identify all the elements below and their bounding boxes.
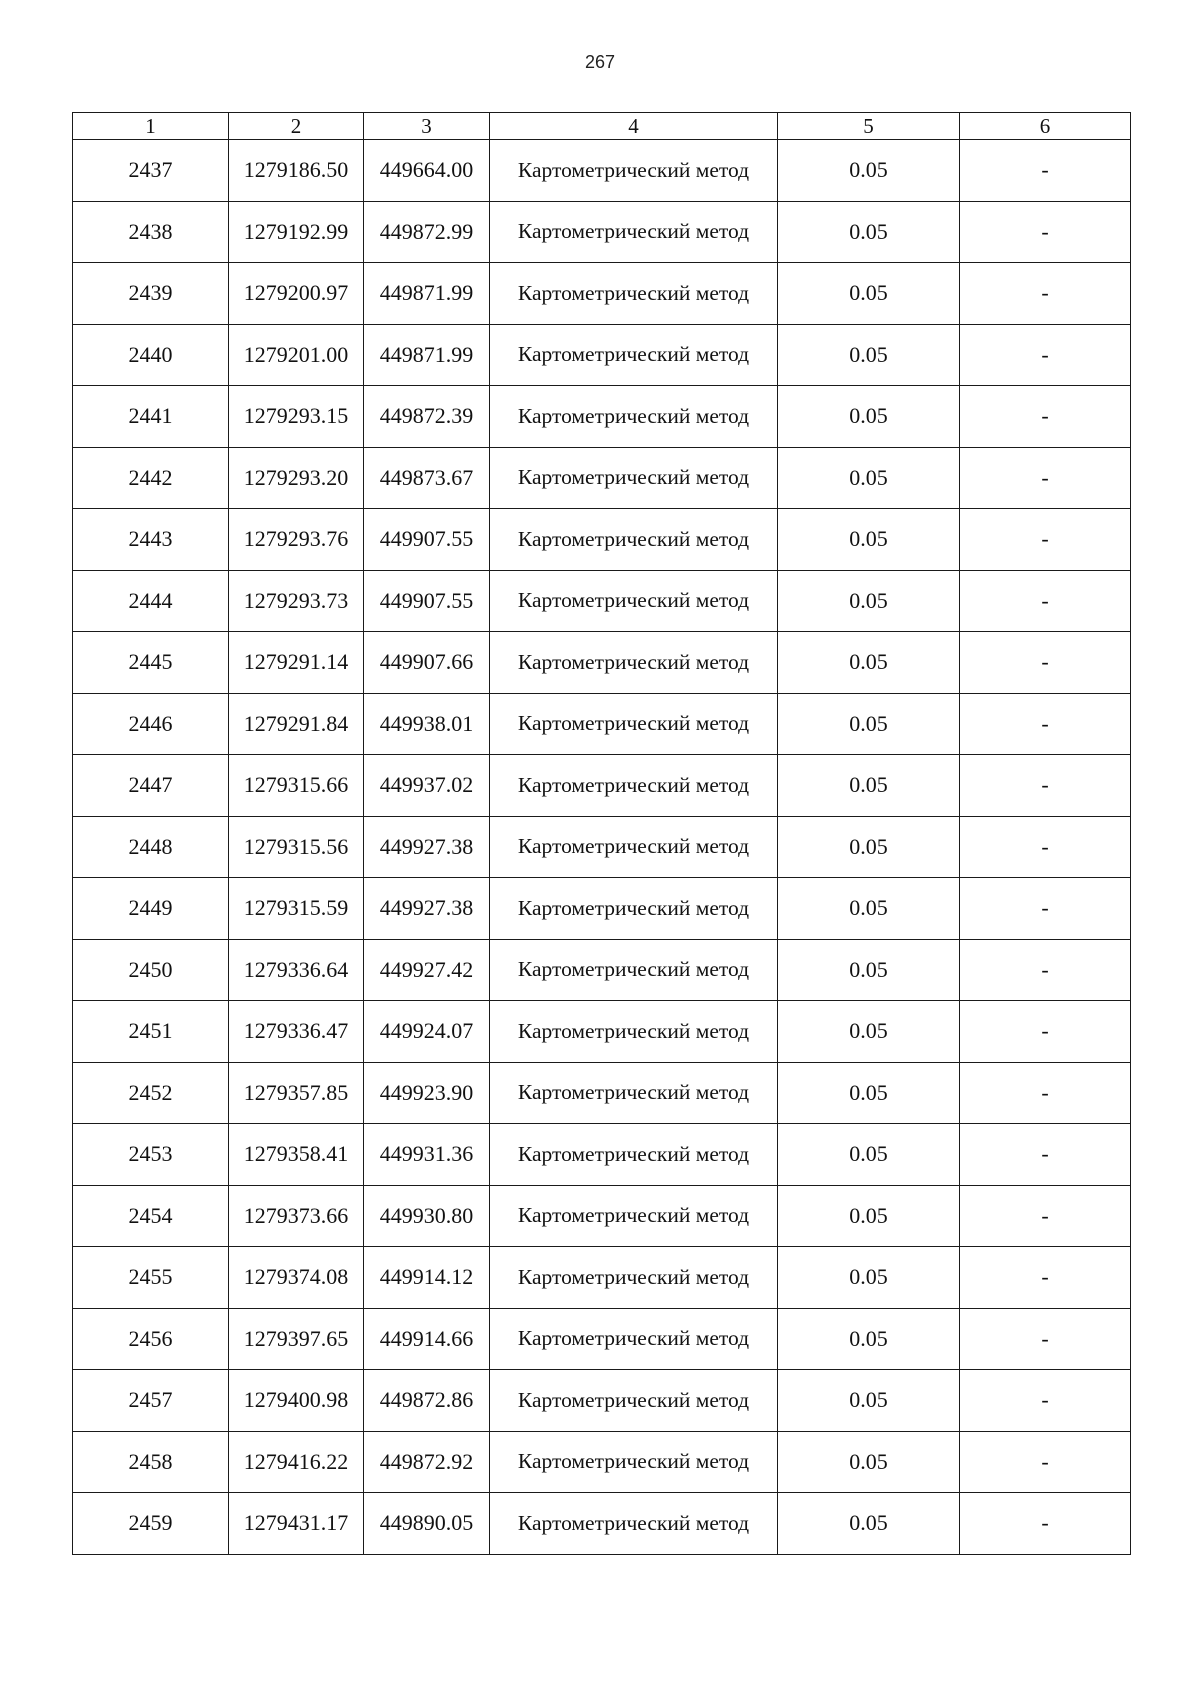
- x-coordinate-cell: 1279357.85: [229, 1062, 364, 1124]
- x-coordinate-cell: 1279293.15: [229, 386, 364, 448]
- point-number-cell: 2458: [73, 1431, 229, 1493]
- note-cell: -: [960, 509, 1131, 571]
- point-number-cell: 2450: [73, 939, 229, 1001]
- point-number-cell: 2459: [73, 1493, 229, 1555]
- accuracy-cell: 0.05: [778, 1062, 960, 1124]
- coordinates-table: [72, 112, 1131, 1555]
- method-cell: Картометрический метод: [490, 509, 778, 571]
- table-row: [73, 509, 1131, 571]
- column-header: 1: [73, 113, 229, 140]
- point-number-cell: 2449: [73, 878, 229, 940]
- accuracy-cell: 0.05: [778, 939, 960, 1001]
- y-coordinate-cell: 449907.66: [364, 632, 490, 694]
- accuracy-cell: 0.05: [778, 140, 960, 202]
- table-row: [73, 755, 1131, 817]
- accuracy-cell: 0.05: [778, 263, 960, 325]
- note-cell: -: [960, 1001, 1131, 1063]
- y-coordinate-cell: 449871.99: [364, 324, 490, 386]
- accuracy-cell: 0.05: [778, 816, 960, 878]
- method-cell: Картометрический метод: [490, 755, 778, 817]
- accuracy-cell: 0.05: [778, 1370, 960, 1432]
- y-coordinate-cell: 449907.55: [364, 570, 490, 632]
- accuracy-cell: 0.05: [778, 324, 960, 386]
- table-row: [73, 1124, 1131, 1186]
- x-coordinate-cell: 1279200.97: [229, 263, 364, 325]
- y-coordinate-cell: 449907.55: [364, 509, 490, 571]
- note-cell: -: [960, 1493, 1131, 1555]
- method-cell: Картометрический метод: [490, 201, 778, 263]
- x-coordinate-cell: 1279186.50: [229, 140, 364, 202]
- note-cell: -: [960, 1124, 1131, 1186]
- point-number-cell: 2453: [73, 1124, 229, 1186]
- y-coordinate-cell: 449937.02: [364, 755, 490, 817]
- point-number-cell: 2443: [73, 509, 229, 571]
- accuracy-cell: 0.05: [778, 509, 960, 571]
- x-coordinate-cell: 1279291.84: [229, 693, 364, 755]
- column-number-row: [73, 113, 1131, 140]
- method-cell: Картометрический метод: [490, 570, 778, 632]
- point-number-cell: 2438: [73, 201, 229, 263]
- accuracy-cell: 0.05: [778, 1493, 960, 1555]
- x-coordinate-cell: 1279315.56: [229, 816, 364, 878]
- note-cell: -: [960, 263, 1131, 325]
- x-coordinate-cell: 1279293.73: [229, 570, 364, 632]
- y-coordinate-cell: 449873.67: [364, 447, 490, 509]
- note-cell: -: [960, 1185, 1131, 1247]
- column-header: 3: [364, 113, 490, 140]
- note-cell: -: [960, 1370, 1131, 1432]
- y-coordinate-cell: 449872.99: [364, 201, 490, 263]
- y-coordinate-cell: 449927.38: [364, 878, 490, 940]
- point-number-cell: 2447: [73, 755, 229, 817]
- x-coordinate-cell: 1279358.41: [229, 1124, 364, 1186]
- note-cell: -: [960, 1062, 1131, 1124]
- method-cell: Картометрический метод: [490, 1185, 778, 1247]
- x-coordinate-cell: 1279374.08: [229, 1247, 364, 1309]
- method-cell: Картометрический метод: [490, 1431, 778, 1493]
- table-row: [73, 447, 1131, 509]
- accuracy-cell: 0.05: [778, 693, 960, 755]
- x-coordinate-cell: 1279336.47: [229, 1001, 364, 1063]
- point-number-cell: 2452: [73, 1062, 229, 1124]
- point-number-cell: 2446: [73, 693, 229, 755]
- note-cell: -: [960, 324, 1131, 386]
- method-cell: Картометрический метод: [490, 939, 778, 1001]
- point-number-cell: 2439: [73, 263, 229, 325]
- accuracy-cell: 0.05: [778, 632, 960, 694]
- note-cell: -: [960, 201, 1131, 263]
- accuracy-cell: 0.05: [778, 1185, 960, 1247]
- note-cell: -: [960, 693, 1131, 755]
- accuracy-cell: 0.05: [778, 570, 960, 632]
- table-row: [73, 632, 1131, 694]
- table-row: [73, 1308, 1131, 1370]
- note-cell: -: [960, 386, 1131, 448]
- table-row: [73, 816, 1131, 878]
- accuracy-cell: 0.05: [778, 201, 960, 263]
- column-header: 4: [490, 113, 778, 140]
- y-coordinate-cell: 449927.42: [364, 939, 490, 1001]
- table-row: [73, 386, 1131, 448]
- method-cell: Картометрический метод: [490, 1247, 778, 1309]
- note-cell: -: [960, 816, 1131, 878]
- column-header: 5: [778, 113, 960, 140]
- accuracy-cell: 0.05: [778, 447, 960, 509]
- method-cell: Картометрический метод: [490, 1308, 778, 1370]
- y-coordinate-cell: 449872.86: [364, 1370, 490, 1432]
- y-coordinate-cell: 449914.12: [364, 1247, 490, 1309]
- point-number-cell: 2442: [73, 447, 229, 509]
- note-cell: -: [960, 939, 1131, 1001]
- column-header: 2: [229, 113, 364, 140]
- method-cell: Картометрический метод: [490, 324, 778, 386]
- table-row: [73, 693, 1131, 755]
- note-cell: -: [960, 755, 1131, 817]
- method-cell: Картометрический метод: [490, 632, 778, 694]
- accuracy-cell: 0.05: [778, 1308, 960, 1370]
- method-cell: Картометрический метод: [490, 140, 778, 202]
- table-row: [73, 1062, 1131, 1124]
- y-coordinate-cell: 449930.80: [364, 1185, 490, 1247]
- point-number-cell: 2454: [73, 1185, 229, 1247]
- y-coordinate-cell: 449871.99: [364, 263, 490, 325]
- y-coordinate-cell: 449872.92: [364, 1431, 490, 1493]
- note-cell: -: [960, 1308, 1131, 1370]
- note-cell: -: [960, 878, 1131, 940]
- table-body: [73, 140, 1131, 1555]
- method-cell: Картометрический метод: [490, 263, 778, 325]
- x-coordinate-cell: 1279400.98: [229, 1370, 364, 1432]
- table-row: [73, 1247, 1131, 1309]
- table-row: [73, 201, 1131, 263]
- point-number-cell: 2441: [73, 386, 229, 448]
- point-number-cell: 2444: [73, 570, 229, 632]
- method-cell: Картометрический метод: [490, 1124, 778, 1186]
- x-coordinate-cell: 1279201.00: [229, 324, 364, 386]
- x-coordinate-cell: 1279336.64: [229, 939, 364, 1001]
- table-row: [73, 1493, 1131, 1555]
- y-coordinate-cell: 449938.01: [364, 693, 490, 755]
- table-row: [73, 570, 1131, 632]
- x-coordinate-cell: 1279192.99: [229, 201, 364, 263]
- table-row: [73, 1370, 1131, 1432]
- accuracy-cell: 0.05: [778, 1247, 960, 1309]
- table-row: [73, 1431, 1131, 1493]
- table-row: [73, 140, 1131, 202]
- page-number: 267: [584, 52, 616, 72]
- table-row: [73, 878, 1131, 940]
- accuracy-cell: 0.05: [778, 1001, 960, 1063]
- column-header: 6: [960, 113, 1131, 140]
- table-row: [73, 1185, 1131, 1247]
- point-number-cell: 2457: [73, 1370, 229, 1432]
- method-cell: Картометрический метод: [490, 878, 778, 940]
- point-number-cell: 2456: [73, 1308, 229, 1370]
- table-row: [73, 939, 1131, 1001]
- method-cell: Картометрический метод: [490, 693, 778, 755]
- point-number-cell: 2451: [73, 1001, 229, 1063]
- y-coordinate-cell: 449890.05: [364, 1493, 490, 1555]
- x-coordinate-cell: 1279416.22: [229, 1431, 364, 1493]
- accuracy-cell: 0.05: [778, 386, 960, 448]
- note-cell: -: [960, 570, 1131, 632]
- x-coordinate-cell: 1279397.65: [229, 1308, 364, 1370]
- table-row: [73, 324, 1131, 386]
- y-coordinate-cell: 449914.66: [364, 1308, 490, 1370]
- y-coordinate-cell: 449664.00: [364, 140, 490, 202]
- note-cell: -: [960, 1247, 1131, 1309]
- x-coordinate-cell: 1279293.20: [229, 447, 364, 509]
- method-cell: Картометрический метод: [490, 816, 778, 878]
- method-cell: Картометрический метод: [490, 447, 778, 509]
- x-coordinate-cell: 1279315.66: [229, 755, 364, 817]
- y-coordinate-cell: 449872.39: [364, 386, 490, 448]
- note-cell: -: [960, 1431, 1131, 1493]
- y-coordinate-cell: 449927.38: [364, 816, 490, 878]
- x-coordinate-cell: 1279291.14: [229, 632, 364, 694]
- method-cell: Картометрический метод: [490, 1001, 778, 1063]
- method-cell: Картометрический метод: [490, 1370, 778, 1432]
- note-cell: -: [960, 140, 1131, 202]
- point-number-cell: 2448: [73, 816, 229, 878]
- method-cell: Картометрический метод: [490, 1493, 778, 1555]
- y-coordinate-cell: 449924.07: [364, 1001, 490, 1063]
- accuracy-cell: 0.05: [778, 1431, 960, 1493]
- accuracy-cell: 0.05: [778, 878, 960, 940]
- note-cell: -: [960, 447, 1131, 509]
- table-row: [73, 263, 1131, 325]
- y-coordinate-cell: 449931.36: [364, 1124, 490, 1186]
- table-row: [73, 1001, 1131, 1063]
- y-coordinate-cell: 449923.90: [364, 1062, 490, 1124]
- point-number-cell: 2445: [73, 632, 229, 694]
- x-coordinate-cell: 1279373.66: [229, 1185, 364, 1247]
- note-cell: -: [960, 632, 1131, 694]
- x-coordinate-cell: 1279293.76: [229, 509, 364, 571]
- point-number-cell: 2440: [73, 324, 229, 386]
- accuracy-cell: 0.05: [778, 755, 960, 817]
- method-cell: Картометрический метод: [490, 386, 778, 448]
- method-cell: Картометрический метод: [490, 1062, 778, 1124]
- x-coordinate-cell: 1279431.17: [229, 1493, 364, 1555]
- x-coordinate-cell: 1279315.59: [229, 878, 364, 940]
- point-number-cell: 2437: [73, 140, 229, 202]
- accuracy-cell: 0.05: [778, 1124, 960, 1186]
- point-number-cell: 2455: [73, 1247, 229, 1309]
